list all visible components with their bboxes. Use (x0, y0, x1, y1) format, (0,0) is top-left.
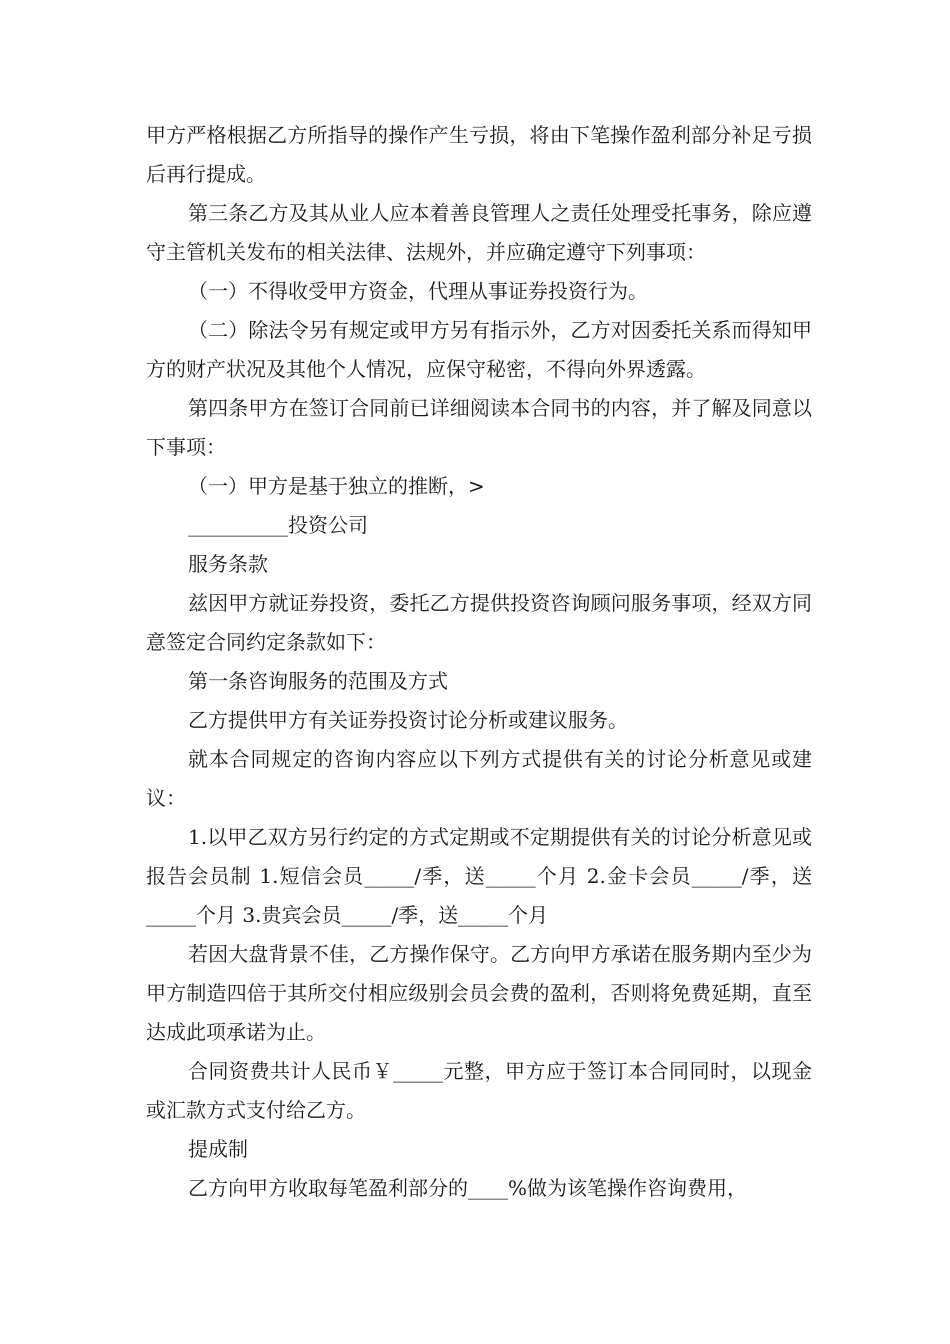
paragraph-article-3: 第三条乙方及其从业人应本着善良管理人之责任处理受托事务，除应遵守主管机关发布的相关法律、法规外，并应确定遵守下列事项： (146, 201, 812, 264)
section-heading: 服务条款 (188, 552, 268, 576)
paragraph: 乙方提供甲方有关证券投资讨论分析或建议服务。 (188, 708, 628, 732)
paragraph: 若因大盘背景不佳，乙方操作保守。乙方向甲方承诺在服务期内至少为甲方制造四倍于其所交付相应级别会员会费的盈利，否则将免费延期，直至达成此项承诺为止。 (146, 942, 812, 1044)
paragraph: （二）除法令另有规定或甲方另有指示外，乙方对因委托关系而得知甲方的财产状况及其他个人情况，应保守秘密，不得向外界透露。 (146, 318, 812, 381)
article-heading: 第一条咨询服务的范围及方式 (188, 669, 448, 693)
paragraph: 甲方严格根据乙方所指导的操作产生亏损，将由下笔操作盈利部分补足亏损后再行提成。 (146, 123, 812, 186)
paragraph-article-4: 第四条甲方在签订合同前已详细阅读本合同书的内容，并了解及同意以下事项： (146, 396, 812, 459)
document-body (146, 116, 812, 1208)
section-heading: 提成制 (188, 1137, 248, 1161)
membership-paragraph: 1.以甲乙双方另行约定的方式定期或不定期提供有关的讨论分析意见或报告会员制 1.短信会员_____/季，送_____个月 2.金卡会员_____/季，送_____个月 3.贵宾会员_____/季，送_____个月 (146, 825, 812, 927)
paragraph: 就本合同规定的咨询内容应以下列方式提供有关的讨论分析意见或建议： (146, 747, 812, 810)
paragraph: 兹因甲方就证券投资，委托乙方提供投资咨询顾问服务事项，经双方同意签定合同约定条款如下： (146, 591, 812, 654)
paragraph: （一）不得收受甲方资金，代理从事证券投资行为。 (188, 279, 648, 303)
paragraph: （一）甲方是基于独立的推断，> (188, 474, 485, 498)
company-name-line: __________投资公司 (188, 513, 368, 537)
paragraph: 乙方向甲方收取每笔盈利部分的____%做为该笔操作咨询费用， (188, 1176, 748, 1200)
fee-paragraph: 合同资费共计人民币￥_____元整，甲方应于签订本合同同时，以现金或汇款方式支付给乙方。 (146, 1059, 812, 1122)
